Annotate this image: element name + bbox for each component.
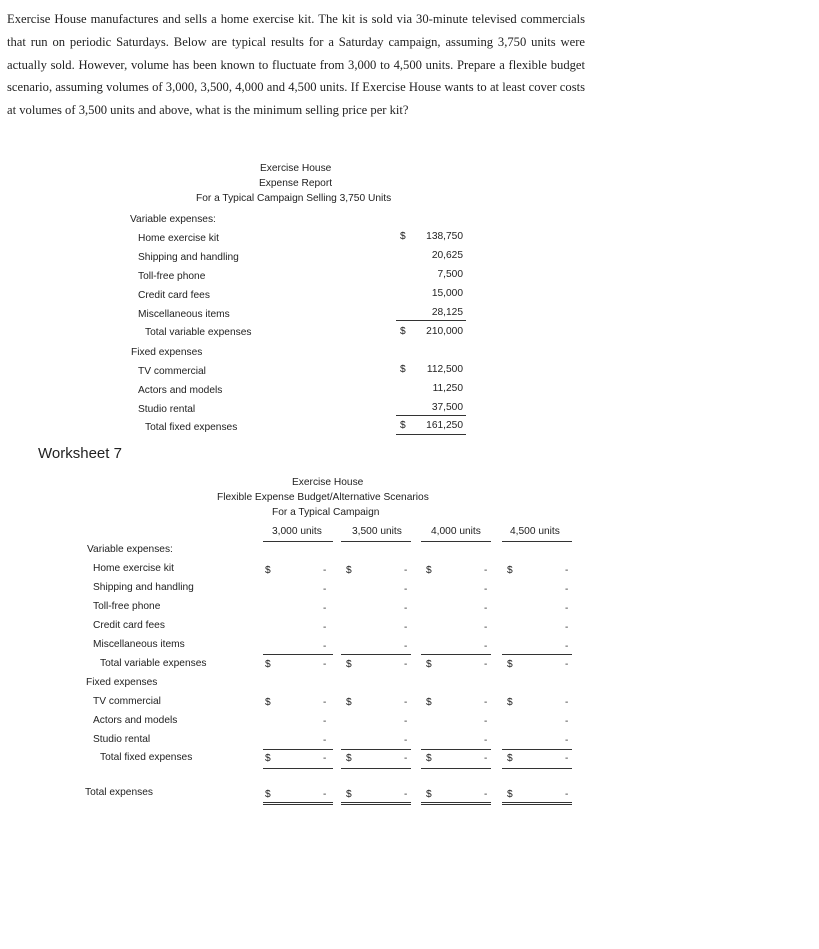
flex-fixed-total-rule xyxy=(502,768,572,769)
flex-fixed-subtotal-rule xyxy=(341,749,411,750)
flex-placeholder-value: - xyxy=(404,659,408,670)
flex-placeholder-value: - xyxy=(323,622,327,633)
flex-total-label: Total expenses xyxy=(85,787,153,798)
flex-currency: $ xyxy=(426,753,432,764)
flex-fixed-subtotal-rule xyxy=(502,749,572,750)
report-fixed-item-label: Actors and models xyxy=(138,385,223,396)
flex-placeholder-value: - xyxy=(404,584,408,595)
report-variable-item-value: 20,625 xyxy=(431,250,463,261)
flex-placeholder-value: - xyxy=(565,603,569,614)
flex-currency: $ xyxy=(507,659,513,670)
flex-placeholder-value: - xyxy=(323,735,327,746)
flex-subtotal-rule xyxy=(341,654,411,655)
flex-fixed-subtotal-rule xyxy=(263,749,333,750)
flex-variable-item-label: Toll-free phone xyxy=(93,601,161,612)
flex-column-header: 3,500 units xyxy=(352,526,402,537)
flex-company: Exercise House xyxy=(292,477,364,488)
report-subtitle: For a Typical Campaign Selling 3,750 Units xyxy=(196,193,392,204)
report-fixed-item-label: TV commercial xyxy=(138,366,206,377)
flex-placeholder-value: - xyxy=(323,753,327,764)
flex-currency: $ xyxy=(346,753,352,764)
flex-placeholder-value: - xyxy=(484,735,488,746)
report-fixed-item-value: 112,500 xyxy=(426,364,463,375)
flex-total-double-rule xyxy=(421,802,491,805)
report-variable-item-value: 28,125 xyxy=(431,307,463,318)
flex-placeholder-value: - xyxy=(484,716,488,727)
report-total-fixed-value: 161,250 xyxy=(426,420,463,431)
flex-currency: $ xyxy=(346,789,352,800)
flex-fixed-subtotal-rule xyxy=(421,749,491,750)
flex-currency: $ xyxy=(265,659,271,670)
flex-currency: $ xyxy=(265,565,271,576)
problem-statement: Exercise House manufactures and sells a home exercise kit. The kit is sold via 30-minute televised commercials that run on periodic Saturdays. Below are typical results for a Saturday campaign, assuming 3,750 units were actually sold. However, volume has been known to fluctuate from 3,000 to 4,500 units. Prepare a flexible budget scenario, assuming volumes of 3,000, 3,500, 4,000 and 4,500 units. If Exercise House wants to at least cover costs at volumes of 3,500 units and above, what is the minimum selling price per kit? xyxy=(7,12,585,118)
flex-placeholder-value: - xyxy=(323,716,327,727)
report-fixed-item-value: 11,250 xyxy=(432,383,463,394)
flex-column-header: 3,000 units xyxy=(272,526,322,537)
flex-header-rule xyxy=(421,541,491,542)
flex-variable-item-label: Home exercise kit xyxy=(93,563,174,574)
report-fixed-subtotal-rule xyxy=(396,415,466,416)
flex-title: Flexible Expense Budget/Alternative Scenarios xyxy=(217,492,429,503)
report-title: Expense Report xyxy=(259,178,333,189)
report-variable-item-value: 138,750 xyxy=(426,231,463,242)
report-total-variable-value: 210,000 xyxy=(426,326,463,337)
flex-currency: $ xyxy=(507,753,513,764)
flex-placeholder-value: - xyxy=(404,603,408,614)
flex-placeholder-value: - xyxy=(565,622,569,633)
report-fixed-item-label: Studio rental xyxy=(138,404,196,415)
flex-placeholder-value: - xyxy=(323,584,327,595)
flex-fixed-header: Fixed expenses xyxy=(86,677,158,688)
worksheet-label: Worksheet 7 xyxy=(38,445,122,462)
flex-currency: $ xyxy=(346,565,352,576)
flex-currency: $ xyxy=(265,753,271,764)
flex-currency: $ xyxy=(507,697,513,708)
flex-placeholder-value: - xyxy=(484,659,488,670)
report-variable-item-label: Credit card fees xyxy=(138,290,210,301)
flex-currency: $ xyxy=(426,697,432,708)
flex-currency: $ xyxy=(426,565,432,576)
flex-total-variable-label: Total variable expenses xyxy=(100,658,207,669)
flex-variable-item-label: Credit card fees xyxy=(93,620,165,631)
flex-placeholder-value: - xyxy=(404,641,408,652)
report-total-variable-label: Total variable expenses xyxy=(145,327,252,338)
flex-placeholder-value: - xyxy=(323,641,327,652)
flex-currency: $ xyxy=(265,697,271,708)
report-variable-item-label: Toll-free phone xyxy=(138,271,206,282)
report-company: Exercise House xyxy=(260,163,332,174)
flex-currency: $ xyxy=(346,697,352,708)
report-variable-item-value: 15,000 xyxy=(431,288,463,299)
flex-placeholder-value: - xyxy=(323,789,327,800)
report-variable-item-currency: $ xyxy=(400,231,406,242)
flex-placeholder-value: - xyxy=(323,659,327,670)
flex-subtotal-rule xyxy=(502,654,572,655)
report-variable-item-value: 7,500 xyxy=(437,269,463,280)
flex-placeholder-value: - xyxy=(565,584,569,595)
flex-total-fixed-label: Total fixed expenses xyxy=(100,752,193,763)
report-variable-header: Variable expenses: xyxy=(130,214,216,225)
flex-placeholder-value: - xyxy=(484,603,488,614)
report-total-fixed-currency: $ xyxy=(400,420,406,431)
flex-variable-item-label: Miscellaneous items xyxy=(93,639,185,650)
flex-placeholder-value: - xyxy=(404,697,408,708)
flex-header-rule xyxy=(502,541,572,542)
flex-fixed-item-label: Actors and models xyxy=(93,715,178,726)
flex-currency: $ xyxy=(507,789,513,800)
flex-placeholder-value: - xyxy=(484,584,488,595)
flex-placeholder-value: - xyxy=(323,603,327,614)
report-fixed-header: Fixed expenses xyxy=(131,347,203,358)
flex-header-rule xyxy=(263,541,333,542)
flex-variable-item-label: Shipping and handling xyxy=(93,582,194,593)
report-fixed-item-currency: $ xyxy=(400,364,406,375)
flex-currency: $ xyxy=(426,659,432,670)
flex-placeholder-value: - xyxy=(565,716,569,727)
flex-placeholder-value: - xyxy=(404,789,408,800)
flex-placeholder-value: - xyxy=(565,789,569,800)
flex-header-rule xyxy=(341,541,411,542)
flex-currency: $ xyxy=(426,789,432,800)
flex-currency: $ xyxy=(346,659,352,670)
flex-placeholder-value: - xyxy=(404,753,408,764)
flex-placeholder-value: - xyxy=(565,697,569,708)
report-variable-item-label: Miscellaneous items xyxy=(138,309,230,320)
flex-currency: $ xyxy=(265,789,271,800)
flex-fixed-total-rule xyxy=(263,768,333,769)
flex-placeholder-value: - xyxy=(565,753,569,764)
flex-fixed-total-rule xyxy=(341,768,411,769)
flex-total-double-rule xyxy=(341,802,411,805)
flex-fixed-item-label: TV commercial xyxy=(93,696,161,707)
report-variable-item-label: Home exercise kit xyxy=(138,233,219,244)
flex-subtotal-rule xyxy=(263,654,333,655)
flex-placeholder-value: - xyxy=(484,789,488,800)
flex-placeholder-value: - xyxy=(484,565,488,576)
flex-variable-header: Variable expenses: xyxy=(87,544,173,555)
flex-placeholder-value: - xyxy=(565,735,569,746)
report-subtotal-rule xyxy=(396,320,466,321)
report-total-variable-currency: $ xyxy=(400,326,406,337)
report-total-fixed-label: Total fixed expenses xyxy=(145,422,238,433)
flex-fixed-item-label: Studio rental xyxy=(93,734,151,745)
flex-subtotal-rule xyxy=(421,654,491,655)
flex-placeholder-value: - xyxy=(404,565,408,576)
flex-column-header: 4,000 units xyxy=(431,526,481,537)
report-total-rule xyxy=(396,434,466,435)
flex-placeholder-value: - xyxy=(565,565,569,576)
flex-placeholder-value: - xyxy=(565,659,569,670)
flex-placeholder-value: - xyxy=(484,641,488,652)
flex-total-double-rule xyxy=(263,802,333,805)
flex-placeholder-value: - xyxy=(484,753,488,764)
report-variable-item-label: Shipping and handling xyxy=(138,252,239,263)
flex-placeholder-value: - xyxy=(323,565,327,576)
flex-placeholder-value: - xyxy=(404,622,408,633)
flex-currency: $ xyxy=(507,565,513,576)
flex-placeholder-value: - xyxy=(404,716,408,727)
flex-column-header: 4,500 units xyxy=(510,526,560,537)
flex-placeholder-value: - xyxy=(565,641,569,652)
flex-total-double-rule xyxy=(502,802,572,805)
flex-fixed-total-rule xyxy=(421,768,491,769)
flex-placeholder-value: - xyxy=(323,697,327,708)
flex-subtitle: For a Typical Campaign xyxy=(272,507,380,518)
flex-placeholder-value: - xyxy=(404,735,408,746)
flex-placeholder-value: - xyxy=(484,697,488,708)
report-fixed-item-value: 37,500 xyxy=(431,402,463,413)
flex-placeholder-value: - xyxy=(484,622,488,633)
